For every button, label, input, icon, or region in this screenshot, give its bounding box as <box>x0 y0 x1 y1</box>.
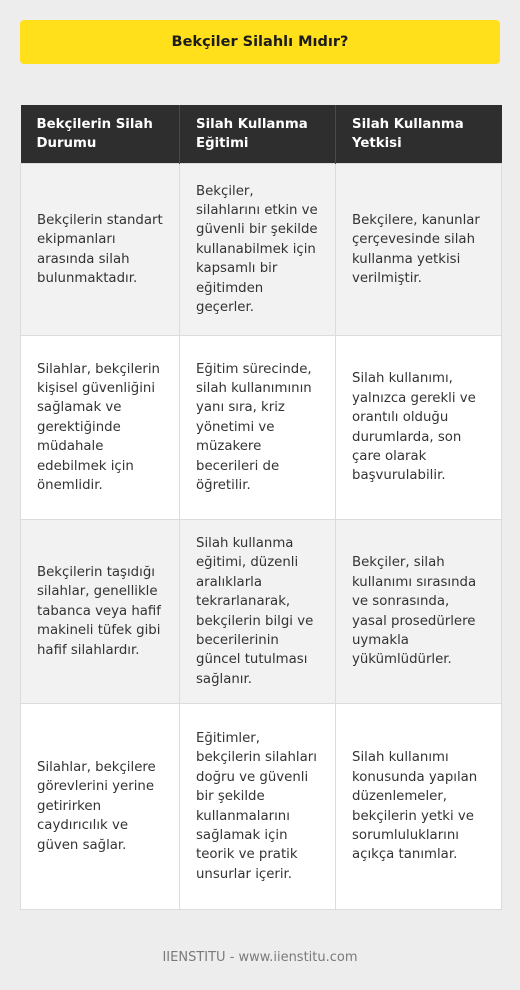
table-cell: Silah kullanma eğitimi, düzenli aralıklarla tekrarlanarak, bekçilerin bilgi ve becerilerinin güncel tutulması sağlanır. <box>180 520 336 704</box>
column-header-silah-durumu: Bekçilerin Silah Durumu <box>21 105 180 164</box>
column-header-silah-egitimi: Silah Kullanma Eğitimi <box>180 105 336 164</box>
footer-credit: IIENSTITU - www.iienstitu.com <box>162 950 358 965</box>
table-cell: Eğitim sürecinde, silah kullanımının yanı sıra, kriz yönetimi ve müzakere becerileri de öğretilir. <box>180 336 336 520</box>
table-cell: Bekçiler, silah kullanımı sırasında ve sonrasında, yasal prosedürlere uymakla yükümlüdürler. <box>336 520 502 704</box>
table-cell: Eğitimler, bekçilerin silahları doğru ve güvenli bir şekilde kullanmalarını sağlamak için teorik ve pratik unsurlar içerir. <box>180 704 336 910</box>
table-cell: Silahlar, bekçilere görevlerini yerine getirirken caydırıcılık ve güven sağlar. <box>21 704 180 910</box>
page-title: Bekçiler Silahlı Mıdır? <box>20 20 500 64</box>
table-row <box>21 164 502 336</box>
table-cell: Bekçilerin standart ekipmanları arasında silah bulunmaktadır. <box>21 164 180 336</box>
table-row <box>21 336 502 520</box>
table-cell: Bekçiler, silahlarını etkin ve güvenli bir şekilde kullanabilmek için kapsamlı bir eğitimden geçerler. <box>180 164 336 336</box>
column-header-silah-yetkisi: Silah Kullanma Yetkisi <box>336 105 502 164</box>
table-cell: Bekçilere, kanunlar çerçevesinde silah kullanma yetkisi verilmiştir. <box>336 164 502 336</box>
table-cell: Silah kullanımı, yalnızca gerekli ve orantılı olduğu durumlarda, son çare olarak başvurulabilir. <box>336 336 502 520</box>
table-cell: Bekçilerin taşıdığı silahlar, genellikle tabanca veya hafif makineli tüfek gibi hafif silahlardır. <box>21 520 180 704</box>
table-cell: Silahlar, bekçilerin kişisel güvenliğini sağlamak ve gerektiğinde müdahale edebilmek için önemlidir. <box>21 336 180 520</box>
table-cell: Silah kullanımı konusunda yapılan düzenlemeler, bekçilerin yetki ve sorumluluklarını açıkça tanımlar. <box>336 704 502 910</box>
table-row <box>21 520 502 704</box>
table-row <box>21 704 502 910</box>
table-header-row <box>21 105 502 164</box>
comparison-table <box>20 105 502 910</box>
